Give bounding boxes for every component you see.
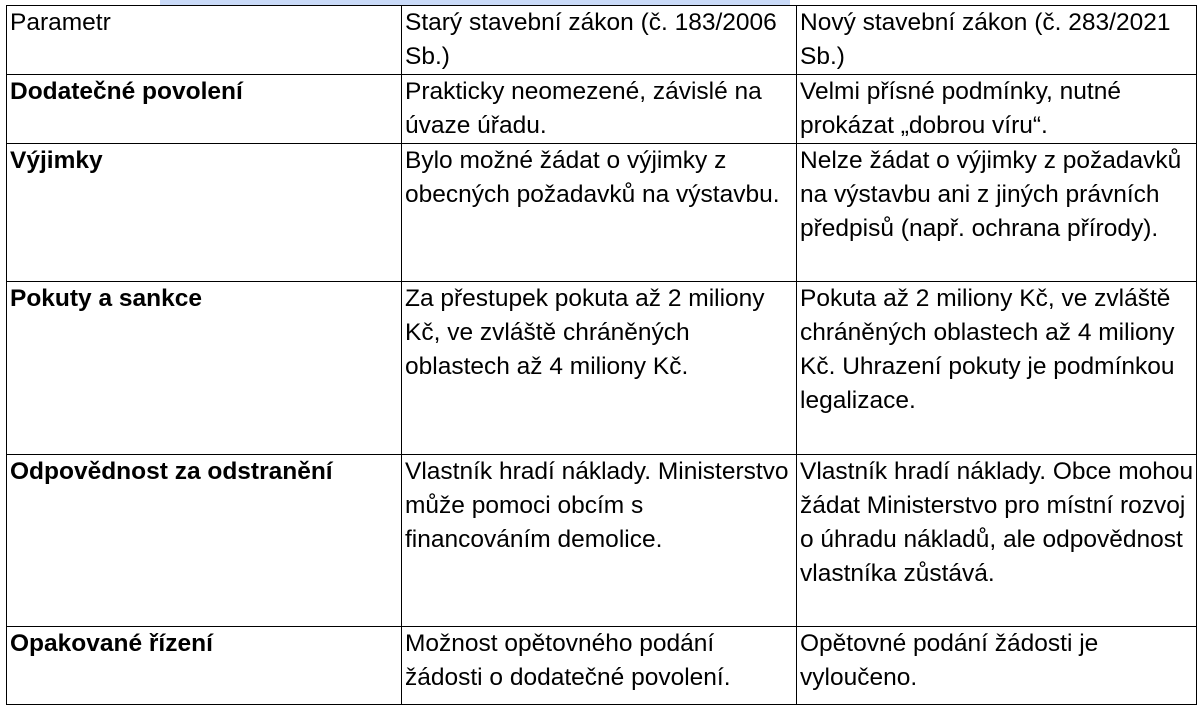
row-old-law-cell: Za přestupek pokuta až 2 miliony Kč, ve zvláště chráněných oblastech až 4 miliony Kč.: [402, 282, 797, 455]
row-new-law-cell: Pokuta až 2 miliony Kč, ve zvláště chráněných oblastech až 4 miliony Kč. Uhrazení pokuty je podmínkou legalizace.: [797, 282, 1197, 455]
row-parameter-cell: Odpovědnost za odstranění: [7, 455, 402, 627]
row-old-law-cell: Bylo možné žádat o výjimky z obecných požadavků na výstavbu.: [402, 144, 797, 282]
table-row: [7, 282, 1197, 455]
row-new-law-cell: Vlastník hradí náklady. Obce mohou žádat Ministerstvo pro místní rozvoj o úhradu nákladů, ale odpovědnost vlastníka zůstává.: [797, 455, 1197, 627]
table-row: [7, 75, 1197, 144]
table-row: [7, 455, 1197, 627]
row-new-law-cell: Velmi přísné podmínky, nutné prokázat „dobrou víru“.: [797, 75, 1197, 144]
row-old-law-cell: Vlastník hradí náklady. Ministerstvo může pomoci obcím s financováním demolice.: [402, 455, 797, 627]
row-old-law-cell: Možnost opětovného podání žádosti o dodatečné povolení.: [402, 627, 797, 705]
row-parameter-cell: Pokuty a sankce: [7, 282, 402, 455]
row-new-law-cell: Nelze žádat o výjimky z požadavků na výstavbu ani z jiných právních předpisů (např. ochrana přírody).: [797, 144, 1197, 282]
row-parameter-cell: Dodatečné povolení: [7, 75, 402, 144]
table-row: [7, 144, 1197, 282]
page-bottom-edge: [0, 706, 1200, 713]
row-parameter-cell: Opakované řízení: [7, 627, 402, 705]
row-parameter-cell: Výjimky: [7, 144, 402, 282]
header-cell-new-law: Nový stavební zákon (č. 283/2021 Sb.): [797, 6, 1197, 75]
row-new-law-cell: Opětovné podání žádosti je vyloučeno.: [797, 627, 1197, 705]
header-cell-old-law: Starý stavební zákon (č. 183/2006 Sb.): [402, 6, 797, 75]
table-row: [7, 627, 1197, 705]
comparison-table: [6, 5, 1197, 705]
table-header-row: [7, 6, 1197, 75]
header-cell-parameter: Parametr: [7, 6, 402, 75]
row-old-law-cell: Prakticky neomezené, závislé na úvaze úřadu.: [402, 75, 797, 144]
